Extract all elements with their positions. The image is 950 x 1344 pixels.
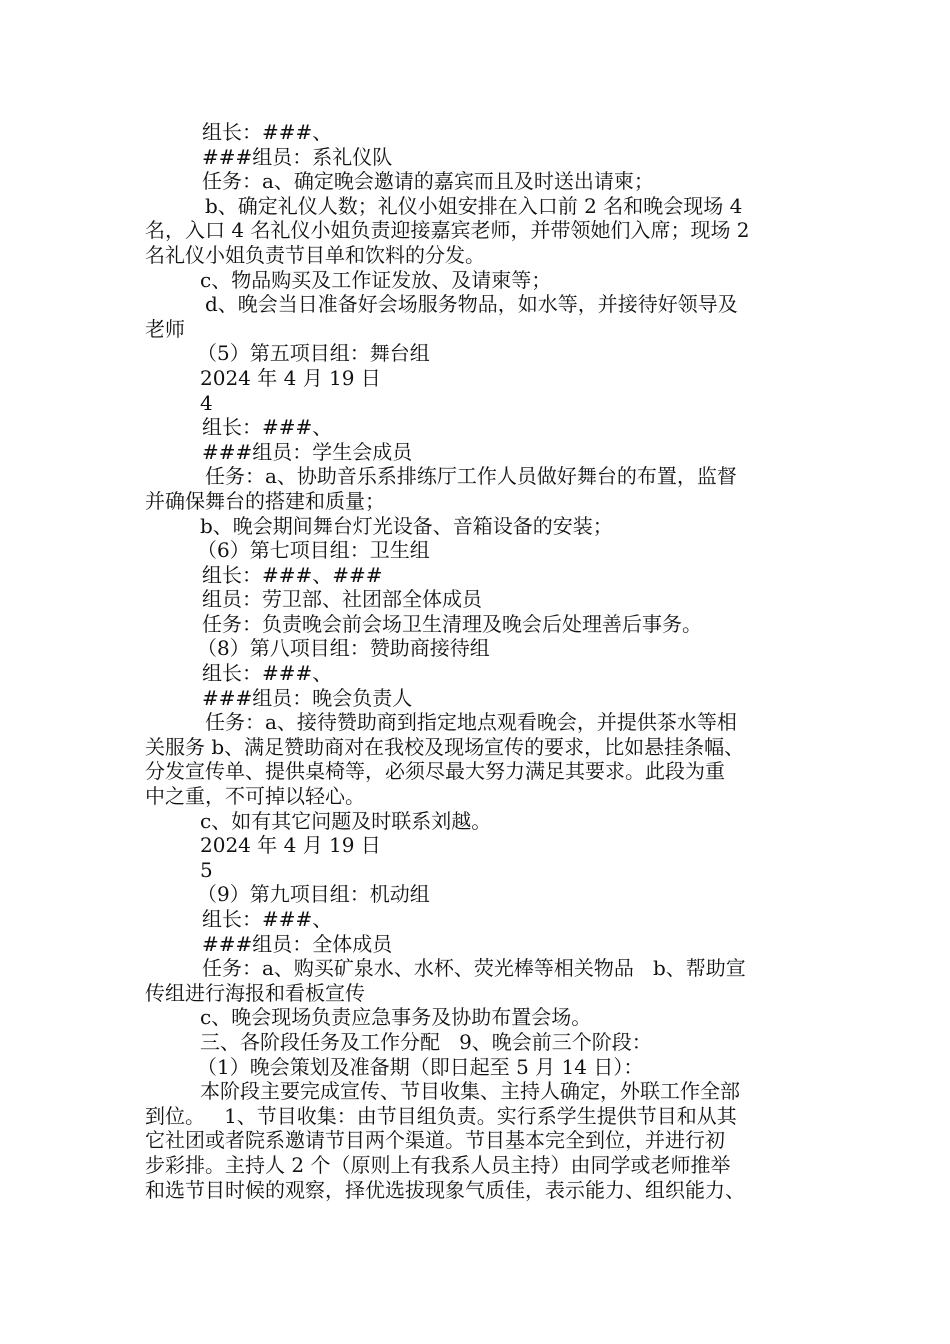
section-heading: （9）第九项目组：机动组 <box>197 882 430 907</box>
text-line: 组长：###、 <box>202 415 333 440</box>
text-line: b、确定礼仪人数；礼仪小姐安排在入口前 2 名和晚会现场 4 <box>205 193 743 218</box>
text-line: 组长：###、 <box>202 661 333 686</box>
page-footer-date: 2024 年 4 月 19 日 <box>200 833 381 858</box>
text-line: 组员：劳卫部、社团部全体成员 <box>202 587 482 612</box>
section-heading: （6）第七项目组：卫生组 <box>197 538 430 563</box>
text-line: ###组员：晚会负责人 <box>202 685 413 710</box>
text-line: 到位。 1、节目收集：由节目组负责。实行系学生提供节目和从其 <box>145 1103 737 1128</box>
text-line: b、晚会期间舞台灯光设备、音箱设备的安装； <box>200 513 613 538</box>
text-line: d、晚会当日准备好会场服务物品，如水等，并接待好领导及 <box>205 292 738 317</box>
text-line: ###组员：系礼仪队 <box>202 144 393 169</box>
text-line: 分发宣传单、提供桌椅等，必须尽最大努力满足其要求。此段为重 <box>145 759 725 784</box>
text-line: 名，入口 4 名礼仪小姐负责迎接嘉宾老师，并带领她们入席；现场 2 <box>145 218 750 243</box>
text-line: 步彩排。主持人 2 个（原则上有我系人员主持）由同学或老师推举 <box>145 1152 731 1177</box>
text-line: 并确保舞台的搭建和质量； <box>145 488 385 513</box>
text-line: ###组员：全体成员 <box>202 931 393 956</box>
text-line: 中之重，不可掉以轻心。 <box>145 784 365 809</box>
section-heading: （5）第五项目组：舞台组 <box>197 341 430 366</box>
text-line: 名礼仪小姐负责节目单和饮料的分发。 <box>145 242 485 267</box>
section-heading: 三、各阶段任务及工作分配 9、晚会前三个阶段： <box>200 1029 652 1054</box>
text-line: c、晚会现场负责应急事务及协助布置会场。 <box>200 1005 592 1030</box>
text-line: c、物品购买及工作证发放、及请柬等； <box>200 267 552 292</box>
text-line: 老师 <box>145 316 185 341</box>
text-line: 它社团或者院系邀请节目两个渠道。节目基本完全到位，并进行初 <box>145 1128 725 1153</box>
text-line: 本阶段主要完成宣传、节目收集、主持人确定，外联工作全部 <box>200 1079 740 1104</box>
text-line: 任务：a、确定晚会邀请的嘉宾而且及时送出请柬； <box>202 169 654 194</box>
text-line: ###组员：学生会成员 <box>202 439 413 464</box>
text-line: 关服务 b、满足赞助商对在我校及现场宣传的要求，比如悬挂条幅、 <box>145 734 745 759</box>
text-line: 和选节目时候的观察，择优选拔现象气质佳，表示能力、组织能力、 <box>145 1177 745 1202</box>
text-line: 任务：a、协助音乐系排练厅工作人员做好舞台的布置，监督 <box>205 464 737 489</box>
text-line: 任务：a、接待赞助商到指定地点观看晚会，并提供茶水等相 <box>205 710 737 735</box>
page-footer-date: 2024 年 4 月 19 日 <box>200 365 381 390</box>
text-line: 任务：负责晚会前会场卫生清理及晚会后处理善后事务。 <box>202 611 702 636</box>
text-line: c、如有其它问题及时联系刘越。 <box>200 808 492 833</box>
text-line: 传组进行海报和看板宣传 <box>145 980 365 1005</box>
text-line: 组长：###、### <box>202 562 383 587</box>
document-body <box>0 120 950 1202</box>
page-number: 4 <box>200 390 213 415</box>
text-line: 组长：###、 <box>202 907 333 931</box>
text-line: 任务：a、购买矿泉水、水杯、荧光棒等相关物品 b、帮助宣 <box>202 956 746 981</box>
text-line: 组长：###、 <box>202 120 333 144</box>
section-heading: （1）晚会策划及准备期（即日起至 5 月 14 日）： <box>197 1054 644 1079</box>
page-number: 5 <box>200 857 213 882</box>
section-heading: （8）第八项目组：赞助商接待组 <box>197 636 490 661</box>
